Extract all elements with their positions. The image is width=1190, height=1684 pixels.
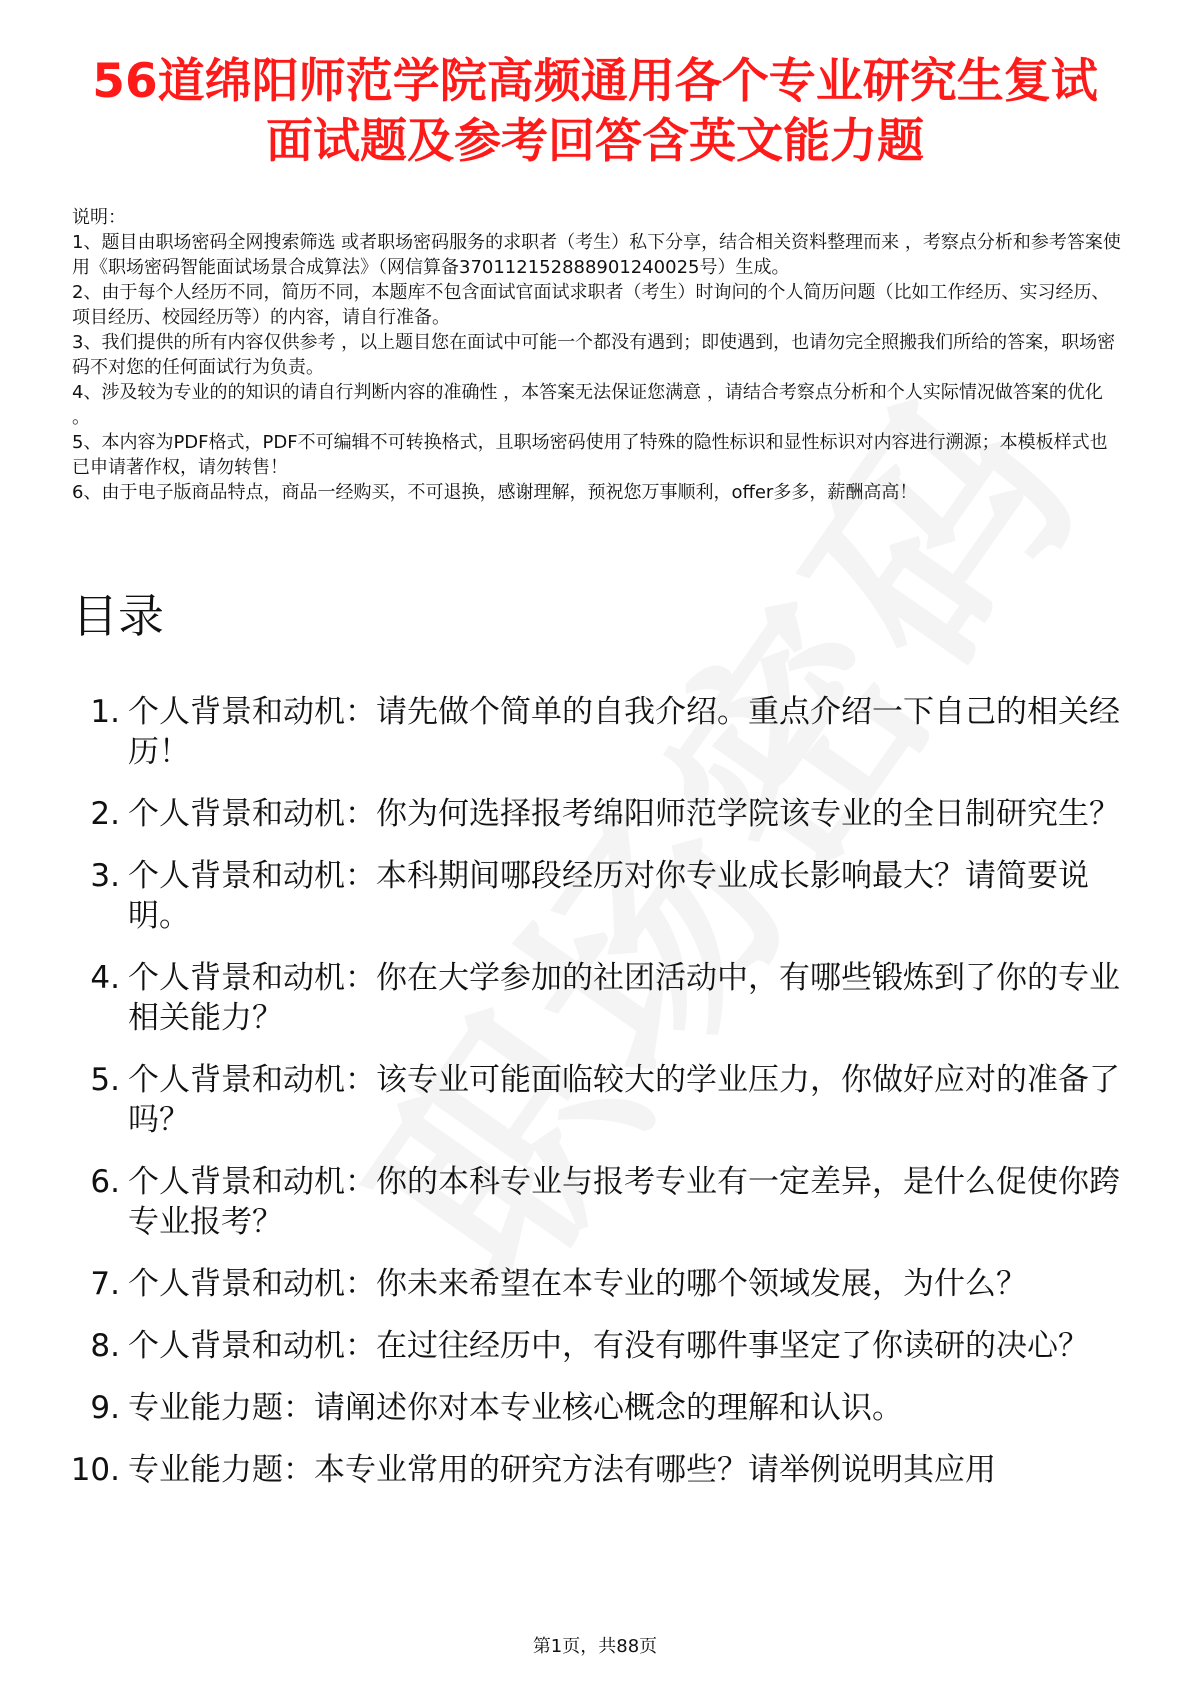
note-item-2: 2、由于每个人经历不同，简历不同，本题库不包含面试官面试求职者（考生）时询问的个人简历问题（比如工作经历、实习经历、项目经历、校园经历等）的内容，请自行准备。: [72, 282, 1110, 328]
toc-item-text: 个人背景和动机：你未来希望在本专业的哪个领域发展，为什么？: [128, 1266, 1027, 1302]
toc-item-number: 8.: [90, 1328, 120, 1364]
note-item-1: 1、题目由职场密码全网搜索筛选 或者职场密码服务的求职者（考生）私下分享，结合相关资料整理而来 ，考察点分析和参考答案使用《职场密码智能面试场景合成算法》（网信算备370112152888901240025号）生成。: [72, 232, 1121, 278]
toc-item-5[interactable]: [72, 1060, 1120, 1140]
toc-item-3[interactable]: [72, 856, 1120, 936]
toc-item-8[interactable]: [72, 1326, 1120, 1366]
toc-item-number: 3.: [90, 858, 120, 894]
toc-item-number: 4.: [90, 960, 120, 996]
toc-item-number: 1.: [90, 694, 120, 730]
toc-item-1[interactable]: [72, 692, 1120, 772]
toc-item-text: 个人背景和动机：请先做个简单的自我介绍。重点介绍一下自己的相关经历！: [128, 694, 1120, 770]
toc-item-text: 专业能力题：请阐述你对本专业核心概念的理解和认识。: [128, 1390, 903, 1426]
note-item-3: 3、我们提供的所有内容仅供参考 ，以上题目您在面试中可能一个都没有遇到；即使遇到，也请勿完全照搬我们所给的答案，职场密码不对您的任何面试行为负责。: [72, 332, 1116, 378]
toc-item-7[interactable]: [72, 1264, 1120, 1304]
toc-item-text: 个人背景和动机：在过往经历中，有没有哪件事坚定了你读研的决心？: [128, 1328, 1089, 1364]
note-item-4: 4、涉及较为专业的的知识的请自行判断内容的准确性 ，本答案无法保证您满意 ，请结合考察点分析和个人实际情况做答案的优化 。: [72, 382, 1103, 428]
page-footer: 第1页，共88页: [532, 1636, 658, 1657]
toc-item-9[interactable]: [72, 1388, 1120, 1428]
toc-item-10[interactable]: [72, 1450, 1120, 1490]
toc-item-text: 个人背景和动机：你为何选择报考绵阳师范学院该专业的全日制研究生？: [128, 796, 1120, 832]
toc-heading: 目录: [72, 589, 164, 643]
toc-item-text: 个人背景和动机：该专业可能面临较大的学业压力，你做好应对的准备了吗？: [128, 1062, 1120, 1138]
toc-item-number: 6.: [90, 1164, 120, 1200]
toc-item-6[interactable]: [72, 1162, 1120, 1242]
toc-item-text: 个人背景和动机：你的本科专业与报考专业有一定差异，是什么促使你跨专业报考？: [128, 1164, 1120, 1240]
note-item-5: 5、本内容为PDF格式，PDF不可编辑不可转换格式，且职场密码使用了特殊的隐性标识和显性标识对内容进行溯源；本模板样式也已申请著作权，请勿转售！: [72, 432, 1108, 478]
toc-item-number: 2.: [90, 796, 120, 832]
toc-list: [72, 692, 1120, 1512]
toc-item-number: 10.: [70, 1452, 120, 1488]
toc-item-number: 9.: [90, 1390, 120, 1426]
notes-section: [72, 205, 1122, 505]
toc-item-2[interactable]: [72, 794, 1120, 834]
toc-item-4[interactable]: [72, 958, 1120, 1038]
toc-item-number: 7.: [90, 1266, 120, 1302]
notes-heading: 说明：: [72, 207, 126, 228]
toc-item-text: 专业能力题：本专业常用的研究方法有哪些？请举例说明其应用: [128, 1452, 996, 1488]
toc-item-text: 个人背景和动机：本科期间哪段经历对你专业成长影响最大？请简要说明。: [128, 858, 1089, 934]
note-item-6: 6、由于电子版商品特点，商品一经购买，不可退换，感谢理解，预祝您万事顺利，offer多多，薪酬高高！: [72, 482, 918, 503]
toc-item-number: 5.: [90, 1062, 120, 1098]
toc-item-text: 个人背景和动机：你在大学参加的社团活动中，有哪些锻炼到了你的专业相关能力？: [128, 960, 1120, 1036]
document-title: 56道绵阳师范学院高频通用各个专业研究生复试面试题及参考回答含英文能力题: [92, 54, 1098, 169]
